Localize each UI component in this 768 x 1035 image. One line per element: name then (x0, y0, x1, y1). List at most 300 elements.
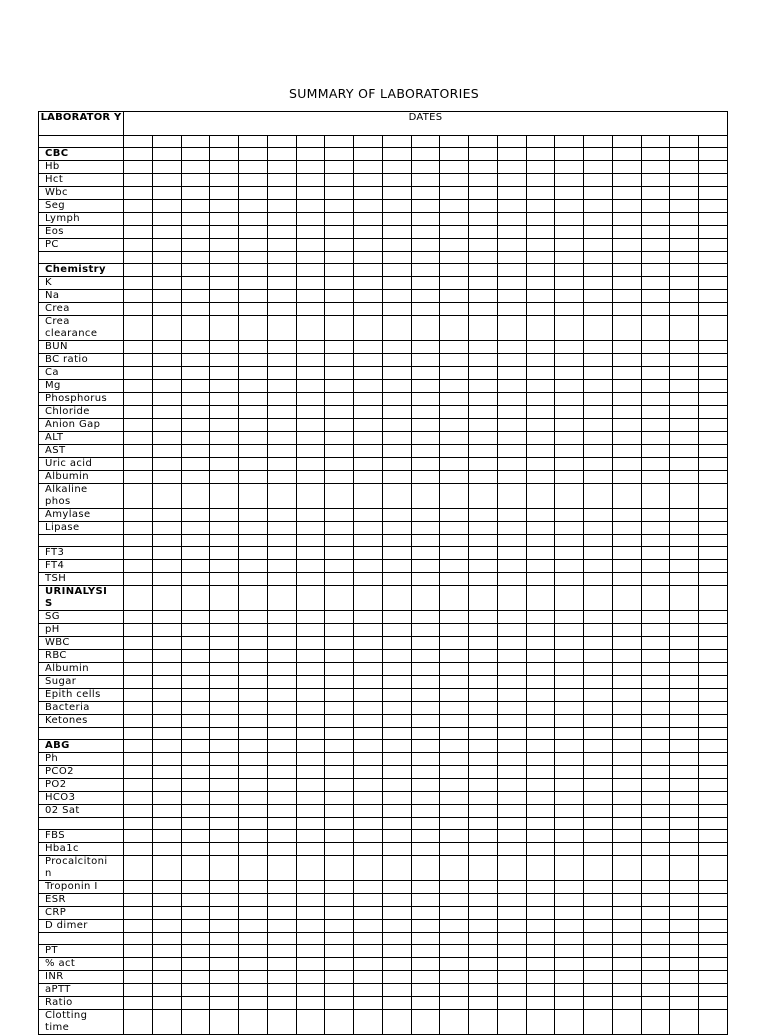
date-cell[interactable] (469, 535, 498, 547)
date-cell[interactable] (210, 689, 239, 702)
date-cell[interactable] (181, 818, 210, 830)
date-cell[interactable] (354, 881, 383, 894)
date-cell[interactable] (239, 136, 268, 148)
date-cell[interactable] (440, 933, 469, 945)
date-cell[interactable] (296, 753, 325, 766)
date-cell[interactable] (440, 226, 469, 239)
date-cell[interactable] (526, 830, 555, 843)
date-cell[interactable] (526, 226, 555, 239)
date-cell[interactable] (612, 252, 641, 264)
date-cell[interactable] (555, 445, 584, 458)
date-cell[interactable] (296, 380, 325, 393)
date-cell[interactable] (152, 406, 181, 419)
date-cell[interactable] (411, 856, 440, 881)
date-cell[interactable] (497, 573, 526, 586)
date-cell[interactable] (325, 406, 354, 419)
date-cell[interactable] (152, 611, 181, 624)
date-cell[interactable] (497, 818, 526, 830)
date-cell[interactable] (440, 611, 469, 624)
date-cell[interactable] (670, 316, 699, 341)
date-cell[interactable] (267, 637, 296, 650)
date-cell[interactable] (124, 573, 153, 586)
date-cell[interactable] (325, 445, 354, 458)
date-cell[interactable] (699, 264, 728, 277)
date-cell[interactable] (354, 174, 383, 187)
date-cell[interactable] (296, 277, 325, 290)
date-cell[interactable] (152, 393, 181, 406)
date-cell[interactable] (612, 547, 641, 560)
date-cell[interactable] (612, 881, 641, 894)
date-cell[interactable] (411, 277, 440, 290)
date-cell[interactable] (699, 303, 728, 316)
date-cell[interactable] (325, 650, 354, 663)
date-cell[interactable] (296, 830, 325, 843)
date-cell[interactable] (267, 200, 296, 213)
date-cell[interactable] (440, 843, 469, 856)
date-cell[interactable] (469, 148, 498, 161)
date-cell[interactable] (497, 702, 526, 715)
date-cell[interactable] (641, 676, 670, 689)
date-cell[interactable] (181, 406, 210, 419)
date-cell[interactable] (296, 239, 325, 252)
date-cell[interactable] (641, 894, 670, 907)
date-cell[interactable] (382, 933, 411, 945)
date-cell[interactable] (555, 174, 584, 187)
date-cell[interactable] (497, 830, 526, 843)
date-cell[interactable] (382, 187, 411, 200)
date-cell[interactable] (526, 779, 555, 792)
date-cell[interactable] (670, 997, 699, 1010)
date-cell[interactable] (440, 432, 469, 445)
date-cell[interactable] (354, 1010, 383, 1035)
date-cell[interactable] (440, 920, 469, 933)
date-cell[interactable] (411, 573, 440, 586)
date-cell[interactable] (239, 805, 268, 818)
date-cell[interactable] (670, 637, 699, 650)
date-cell[interactable] (181, 792, 210, 805)
date-cell[interactable] (411, 393, 440, 406)
date-cell[interactable] (612, 997, 641, 1010)
date-cell[interactable] (267, 830, 296, 843)
date-cell[interactable] (555, 779, 584, 792)
date-cell[interactable] (497, 148, 526, 161)
date-cell[interactable] (239, 920, 268, 933)
date-cell[interactable] (699, 535, 728, 547)
date-cell[interactable] (210, 136, 239, 148)
date-cell[interactable] (152, 856, 181, 881)
date-cell[interactable] (469, 894, 498, 907)
date-cell[interactable] (296, 1010, 325, 1035)
date-cell[interactable] (382, 560, 411, 573)
date-cell[interactable] (699, 715, 728, 728)
date-cell[interactable] (267, 239, 296, 252)
date-cell[interactable] (382, 676, 411, 689)
date-cell[interactable] (354, 945, 383, 958)
date-cell[interactable] (699, 753, 728, 766)
date-cell[interactable] (382, 239, 411, 252)
date-cell[interactable] (526, 843, 555, 856)
date-cell[interactable] (641, 984, 670, 997)
date-cell[interactable] (584, 354, 613, 367)
date-cell[interactable] (469, 958, 498, 971)
date-cell[interactable] (641, 971, 670, 984)
date-cell[interactable] (267, 676, 296, 689)
date-cell[interactable] (584, 766, 613, 779)
date-cell[interactable] (124, 676, 153, 689)
date-cell[interactable] (181, 136, 210, 148)
date-cell[interactable] (382, 1010, 411, 1035)
date-cell[interactable] (670, 740, 699, 753)
date-cell[interactable] (670, 535, 699, 547)
date-cell[interactable] (411, 226, 440, 239)
date-cell[interactable] (267, 290, 296, 303)
date-cell[interactable] (469, 432, 498, 445)
date-cell[interactable] (440, 136, 469, 148)
date-cell[interactable] (239, 406, 268, 419)
date-cell[interactable] (641, 484, 670, 509)
date-cell[interactable] (354, 277, 383, 290)
date-cell[interactable] (354, 907, 383, 920)
date-cell[interactable] (670, 341, 699, 354)
date-cell[interactable] (411, 920, 440, 933)
date-cell[interactable] (124, 290, 153, 303)
date-cell[interactable] (382, 573, 411, 586)
date-cell[interactable] (699, 445, 728, 458)
date-cell[interactable] (670, 367, 699, 380)
date-cell[interactable] (612, 174, 641, 187)
date-cell[interactable] (382, 522, 411, 535)
date-cell[interactable] (325, 997, 354, 1010)
date-cell[interactable] (239, 380, 268, 393)
date-cell[interactable] (440, 277, 469, 290)
date-cell[interactable] (440, 997, 469, 1010)
date-cell[interactable] (641, 753, 670, 766)
date-cell[interactable] (612, 715, 641, 728)
date-cell[interactable] (670, 484, 699, 509)
date-cell[interactable] (325, 779, 354, 792)
date-cell[interactable] (411, 740, 440, 753)
date-cell[interactable] (612, 535, 641, 547)
date-cell[interactable] (411, 689, 440, 702)
date-cell[interactable] (382, 174, 411, 187)
date-cell[interactable] (152, 920, 181, 933)
date-cell[interactable] (670, 290, 699, 303)
date-cell[interactable] (267, 586, 296, 611)
date-cell[interactable] (354, 303, 383, 316)
date-cell[interactable] (181, 161, 210, 174)
date-cell[interactable] (239, 341, 268, 354)
date-cell[interactable] (239, 997, 268, 1010)
date-cell[interactable] (239, 881, 268, 894)
date-cell[interactable] (699, 547, 728, 560)
date-cell[interactable] (354, 740, 383, 753)
date-cell[interactable] (411, 907, 440, 920)
date-cell[interactable] (497, 187, 526, 200)
date-cell[interactable] (440, 560, 469, 573)
date-cell[interactable] (584, 419, 613, 432)
date-cell[interactable] (296, 341, 325, 354)
date-cell[interactable] (124, 213, 153, 226)
date-cell[interactable] (325, 586, 354, 611)
date-cell[interactable] (555, 316, 584, 341)
date-cell[interactable] (181, 252, 210, 264)
date-cell[interactable] (584, 920, 613, 933)
date-cell[interactable] (670, 252, 699, 264)
date-cell[interactable] (526, 586, 555, 611)
date-cell[interactable] (555, 715, 584, 728)
date-cell[interactable] (670, 958, 699, 971)
date-cell[interactable] (411, 445, 440, 458)
date-cell[interactable] (641, 239, 670, 252)
date-cell[interactable] (382, 818, 411, 830)
date-cell[interactable] (210, 252, 239, 264)
date-cell[interactable] (382, 920, 411, 933)
date-cell[interactable] (526, 753, 555, 766)
date-cell[interactable] (612, 560, 641, 573)
date-cell[interactable] (411, 239, 440, 252)
date-cell[interactable] (440, 148, 469, 161)
date-cell[interactable] (584, 509, 613, 522)
date-cell[interactable] (267, 535, 296, 547)
date-cell[interactable] (699, 586, 728, 611)
date-cell[interactable] (210, 984, 239, 997)
date-cell[interactable] (181, 984, 210, 997)
date-cell[interactable] (296, 637, 325, 650)
date-cell[interactable] (440, 624, 469, 637)
date-cell[interactable] (382, 200, 411, 213)
date-cell[interactable] (497, 445, 526, 458)
date-cell[interactable] (612, 933, 641, 945)
date-cell[interactable] (411, 406, 440, 419)
date-cell[interactable] (411, 432, 440, 445)
date-cell[interactable] (440, 740, 469, 753)
date-cell[interactable] (124, 547, 153, 560)
date-cell[interactable] (670, 984, 699, 997)
date-cell[interactable] (469, 303, 498, 316)
date-cell[interactable] (641, 573, 670, 586)
date-cell[interactable] (382, 509, 411, 522)
date-cell[interactable] (526, 213, 555, 226)
date-cell[interactable] (641, 316, 670, 341)
date-cell[interactable] (699, 393, 728, 406)
date-cell[interactable] (469, 728, 498, 740)
date-cell[interactable] (641, 509, 670, 522)
date-cell[interactable] (584, 740, 613, 753)
date-cell[interactable] (555, 740, 584, 753)
date-cell[interactable] (641, 586, 670, 611)
date-cell[interactable] (497, 226, 526, 239)
date-cell[interactable] (555, 945, 584, 958)
date-cell[interactable] (239, 984, 268, 997)
date-cell[interactable] (440, 676, 469, 689)
date-cell[interactable] (699, 406, 728, 419)
date-cell[interactable] (382, 586, 411, 611)
date-cell[interactable] (469, 637, 498, 650)
date-cell[interactable] (181, 316, 210, 341)
date-cell[interactable] (469, 406, 498, 419)
date-cell[interactable] (354, 535, 383, 547)
date-cell[interactable] (526, 560, 555, 573)
date-cell[interactable] (267, 907, 296, 920)
date-cell[interactable] (124, 148, 153, 161)
date-cell[interactable] (382, 728, 411, 740)
date-cell[interactable] (152, 997, 181, 1010)
date-cell[interactable] (382, 226, 411, 239)
date-cell[interactable] (699, 252, 728, 264)
date-cell[interactable] (497, 419, 526, 432)
date-cell[interactable] (296, 933, 325, 945)
date-cell[interactable] (497, 805, 526, 818)
date-cell[interactable] (267, 547, 296, 560)
date-cell[interactable] (325, 753, 354, 766)
date-cell[interactable] (497, 907, 526, 920)
date-cell[interactable] (152, 907, 181, 920)
date-cell[interactable] (181, 624, 210, 637)
date-cell[interactable] (440, 316, 469, 341)
date-cell[interactable] (440, 830, 469, 843)
date-cell[interactable] (555, 393, 584, 406)
date-cell[interactable] (267, 367, 296, 380)
date-cell[interactable] (181, 367, 210, 380)
date-cell[interactable] (239, 958, 268, 971)
date-cell[interactable] (124, 650, 153, 663)
date-cell[interactable] (670, 715, 699, 728)
date-cell[interactable] (325, 367, 354, 380)
date-cell[interactable] (641, 354, 670, 367)
date-cell[interactable] (152, 933, 181, 945)
date-cell[interactable] (181, 933, 210, 945)
date-cell[interactable] (641, 856, 670, 881)
date-cell[interactable] (267, 316, 296, 341)
date-cell[interactable] (469, 753, 498, 766)
date-cell[interactable] (526, 547, 555, 560)
date-cell[interactable] (181, 213, 210, 226)
date-cell[interactable] (641, 264, 670, 277)
date-cell[interactable] (296, 650, 325, 663)
date-cell[interactable] (555, 586, 584, 611)
date-cell[interactable] (584, 676, 613, 689)
date-cell[interactable] (411, 174, 440, 187)
date-cell[interactable] (411, 997, 440, 1010)
date-cell[interactable] (354, 471, 383, 484)
date-cell[interactable] (526, 354, 555, 367)
date-cell[interactable] (210, 958, 239, 971)
date-cell[interactable] (612, 728, 641, 740)
date-cell[interactable] (325, 535, 354, 547)
date-cell[interactable] (469, 174, 498, 187)
date-cell[interactable] (526, 252, 555, 264)
date-cell[interactable] (181, 753, 210, 766)
date-cell[interactable] (354, 818, 383, 830)
date-cell[interactable] (411, 715, 440, 728)
date-cell[interactable] (440, 650, 469, 663)
date-cell[interactable] (670, 611, 699, 624)
date-cell[interactable] (382, 290, 411, 303)
date-cell[interactable] (152, 239, 181, 252)
date-cell[interactable] (555, 341, 584, 354)
date-cell[interactable] (124, 766, 153, 779)
date-cell[interactable] (497, 753, 526, 766)
date-cell[interactable] (354, 393, 383, 406)
date-cell[interactable] (152, 766, 181, 779)
date-cell[interactable] (296, 136, 325, 148)
date-cell[interactable] (239, 818, 268, 830)
date-cell[interactable] (670, 676, 699, 689)
date-cell[interactable] (325, 676, 354, 689)
date-cell[interactable] (584, 458, 613, 471)
date-cell[interactable] (526, 148, 555, 161)
date-cell[interactable] (296, 945, 325, 958)
date-cell[interactable] (354, 200, 383, 213)
date-cell[interactable] (555, 522, 584, 535)
date-cell[interactable] (440, 881, 469, 894)
date-cell[interactable] (181, 894, 210, 907)
date-cell[interactable] (526, 663, 555, 676)
date-cell[interactable] (296, 174, 325, 187)
date-cell[interactable] (210, 148, 239, 161)
date-cell[interactable] (641, 792, 670, 805)
date-cell[interactable] (296, 432, 325, 445)
date-cell[interactable] (239, 200, 268, 213)
date-cell[interactable] (411, 419, 440, 432)
date-cell[interactable] (497, 1010, 526, 1035)
date-cell[interactable] (440, 303, 469, 316)
date-cell[interactable] (181, 458, 210, 471)
date-cell[interactable] (124, 586, 153, 611)
date-cell[interactable] (526, 419, 555, 432)
date-cell[interactable] (584, 303, 613, 316)
date-cell[interactable] (181, 958, 210, 971)
date-cell[interactable] (699, 611, 728, 624)
date-cell[interactable] (612, 213, 641, 226)
date-cell[interactable] (267, 213, 296, 226)
date-cell[interactable] (440, 715, 469, 728)
date-cell[interactable] (267, 728, 296, 740)
date-cell[interactable] (584, 316, 613, 341)
date-cell[interactable] (210, 702, 239, 715)
date-cell[interactable] (181, 611, 210, 624)
date-cell[interactable] (267, 471, 296, 484)
date-cell[interactable] (296, 161, 325, 174)
date-cell[interactable] (152, 264, 181, 277)
date-cell[interactable] (440, 637, 469, 650)
date-cell[interactable] (382, 805, 411, 818)
date-cell[interactable] (497, 406, 526, 419)
date-cell[interactable] (699, 419, 728, 432)
date-cell[interactable] (267, 341, 296, 354)
date-cell[interactable] (469, 663, 498, 676)
date-cell[interactable] (469, 945, 498, 958)
date-cell[interactable] (641, 213, 670, 226)
date-cell[interactable] (325, 419, 354, 432)
date-cell[interactable] (612, 445, 641, 458)
date-cell[interactable] (555, 484, 584, 509)
date-cell[interactable] (555, 367, 584, 380)
date-cell[interactable] (641, 997, 670, 1010)
date-cell[interactable] (354, 779, 383, 792)
date-cell[interactable] (469, 805, 498, 818)
date-cell[interactable] (641, 393, 670, 406)
date-cell[interactable] (584, 611, 613, 624)
date-cell[interactable] (181, 200, 210, 213)
date-cell[interactable] (469, 367, 498, 380)
date-cell[interactable] (440, 458, 469, 471)
date-cell[interactable] (267, 136, 296, 148)
date-cell[interactable] (382, 535, 411, 547)
date-cell[interactable] (612, 303, 641, 316)
date-cell[interactable] (267, 303, 296, 316)
date-cell[interactable] (555, 419, 584, 432)
